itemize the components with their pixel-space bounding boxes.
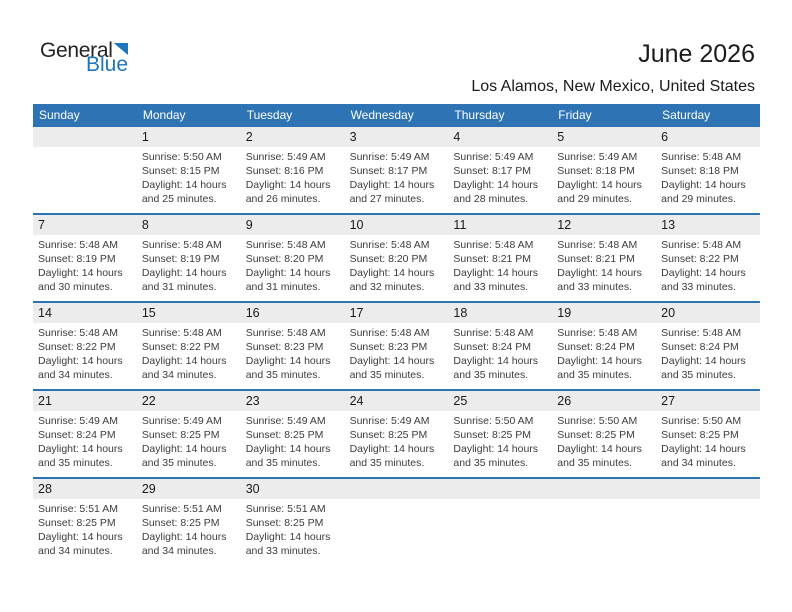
week-row	[33, 477, 760, 565]
daylight-text-line2: and 35 minutes.	[38, 457, 113, 469]
sunset-text: Sunset: 8:24 PM	[557, 341, 635, 353]
day-cell	[137, 127, 241, 213]
day-number: 1	[141, 130, 149, 144]
daylight-text-line1: Daylight: 14 hours	[557, 443, 642, 455]
sunset-text: Sunset: 8:22 PM	[141, 341, 220, 353]
sunset-text: Sunset: 8:25 PM	[349, 429, 428, 441]
sunset-text: Sunset: 8:25 PM	[453, 429, 532, 441]
daylight-text-line2: and 35 minutes.	[245, 457, 321, 469]
day-details	[241, 147, 345, 206]
day-number: 28	[38, 482, 52, 496]
day-cell	[33, 303, 137, 389]
sunrise-text: Sunrise: 5:48 AM	[38, 239, 118, 251]
day-details	[33, 499, 137, 558]
daylight-text-line1: Daylight: 14 hours	[349, 355, 435, 367]
daylight-text-line2: and 29 minutes.	[661, 193, 736, 205]
daylight-text-line2: and 35 minutes.	[557, 369, 632, 381]
day-number-band	[241, 479, 345, 499]
day-details	[33, 235, 137, 294]
day-number: 9	[245, 218, 253, 232]
day-number-band	[656, 479, 760, 499]
daylight-text-line2: and 30 minutes.	[38, 281, 113, 293]
daylight-text-line1: Daylight: 14 hours	[557, 179, 642, 191]
daylight-text-line1: Daylight: 14 hours	[245, 443, 331, 455]
daylight-text-line1: Daylight: 14 hours	[245, 531, 331, 543]
daylight-text-line2: and 33 minutes.	[661, 281, 736, 293]
day-number: 5	[557, 130, 565, 144]
day-number-band	[552, 303, 656, 323]
day-details	[656, 323, 760, 382]
day-number-band	[345, 391, 449, 411]
day-number: 23	[245, 394, 260, 408]
day-cell	[33, 127, 137, 213]
day-number-band	[137, 215, 241, 235]
daylight-text-line1: Daylight: 14 hours	[245, 179, 331, 191]
daylight-text-line1: Daylight: 14 hours	[349, 267, 435, 279]
day-cell	[241, 215, 345, 301]
daylight-text-line1: Daylight: 14 hours	[141, 355, 227, 367]
day-number: 3	[349, 130, 357, 144]
daylight-text-line1: Daylight: 14 hours	[349, 179, 435, 191]
day-details	[241, 499, 345, 558]
day-number: 27	[661, 394, 676, 408]
day-cell	[656, 479, 760, 565]
daylight-text-line1: Daylight: 14 hours	[661, 443, 746, 455]
day-number-band	[656, 215, 760, 235]
sunrise-text: Sunrise: 5:49 AM	[38, 415, 118, 427]
day-details	[345, 411, 449, 470]
day-details	[448, 499, 552, 502]
day-details	[448, 235, 552, 294]
day-number: 29	[141, 482, 156, 496]
sunrise-text: Sunrise: 5:48 AM	[661, 239, 742, 251]
sunset-text: Sunset: 8:25 PM	[245, 517, 324, 529]
sunset-text: Sunset: 8:25 PM	[141, 429, 220, 441]
day-number-band	[33, 391, 137, 411]
day-details	[552, 147, 656, 206]
daylight-text-line2: and 35 minutes.	[557, 457, 632, 469]
day-number-band	[656, 303, 760, 323]
daylight-text-line1: Daylight: 14 hours	[557, 267, 642, 279]
day-number-band	[448, 127, 552, 147]
day-number-band	[137, 127, 241, 147]
sunset-text: Sunset: 8:17 PM	[453, 165, 532, 177]
sunset-text: Sunset: 8:23 PM	[349, 341, 428, 353]
daylight-text-line2: and 34 minutes.	[38, 545, 113, 557]
sunrise-text: Sunrise: 5:49 AM	[557, 151, 638, 163]
daylight-text-line1: Daylight: 14 hours	[453, 443, 539, 455]
day-details	[345, 147, 449, 206]
day-cell	[345, 391, 449, 477]
day-number: 21	[38, 394, 52, 408]
day-number: 7	[38, 218, 45, 232]
day-details	[33, 147, 137, 150]
day-number: 19	[557, 306, 572, 320]
day-number-band	[33, 127, 137, 147]
day-cell	[552, 215, 656, 301]
daylight-text-line1: Daylight: 14 hours	[453, 267, 539, 279]
day-details	[448, 147, 552, 206]
daylight-text-line2: and 27 minutes.	[349, 193, 425, 205]
calendar-body	[33, 127, 760, 565]
day-cell	[552, 391, 656, 477]
day-details	[448, 411, 552, 470]
sunrise-text: Sunrise: 5:48 AM	[245, 327, 326, 339]
day-details	[345, 235, 449, 294]
day-number-band	[345, 127, 449, 147]
day-number: 13	[661, 218, 676, 232]
day-number: 22	[141, 394, 156, 408]
day-details	[241, 411, 345, 470]
day-details	[137, 235, 241, 294]
day-details	[552, 235, 656, 294]
day-number: 14	[38, 306, 52, 320]
sunrise-text: Sunrise: 5:48 AM	[349, 327, 430, 339]
daylight-text-line2: and 35 minutes.	[349, 369, 425, 381]
daylight-text-line1: Daylight: 14 hours	[38, 531, 123, 543]
weekday-header: Monday	[142, 108, 186, 122]
day-number-band	[552, 479, 656, 499]
daylight-text-line2: and 34 minutes.	[141, 369, 217, 381]
week-row	[33, 213, 760, 301]
daylight-text-line1: Daylight: 14 hours	[38, 267, 123, 279]
weekday-header-row	[33, 104, 760, 127]
daylight-text-line2: and 34 minutes.	[661, 457, 736, 469]
sunrise-text: Sunrise: 5:49 AM	[453, 151, 534, 163]
weekday-header: Friday	[558, 108, 592, 122]
sunset-text: Sunset: 8:20 PM	[245, 253, 324, 265]
day-details	[656, 235, 760, 294]
weekday-header: Thursday	[454, 108, 505, 122]
sunset-text: Sunset: 8:25 PM	[661, 429, 739, 441]
sunset-text: Sunset: 8:25 PM	[557, 429, 635, 441]
sunset-text: Sunset: 8:20 PM	[349, 253, 428, 265]
sunrise-text: Sunrise: 5:50 AM	[661, 415, 742, 427]
sunrise-text: Sunrise: 5:49 AM	[141, 415, 222, 427]
day-cell	[345, 479, 449, 565]
day-details	[137, 147, 241, 206]
daylight-text-line1: Daylight: 14 hours	[453, 355, 539, 367]
day-number-band	[137, 303, 241, 323]
day-details	[345, 323, 449, 382]
weekday-header: Wednesday	[350, 108, 414, 122]
daylight-text-line1: Daylight: 14 hours	[453, 179, 539, 191]
sunrise-text: Sunrise: 5:49 AM	[349, 415, 430, 427]
day-details	[448, 323, 552, 382]
daylight-text-line2: and 34 minutes.	[38, 369, 113, 381]
sunrise-text: Sunrise: 5:49 AM	[245, 415, 326, 427]
sunset-text: Sunset: 8:22 PM	[661, 253, 739, 265]
sunset-text: Sunset: 8:22 PM	[38, 341, 116, 353]
day-number-band	[241, 303, 345, 323]
sunrise-text: Sunrise: 5:48 AM	[38, 327, 118, 339]
daylight-text-line2: and 28 minutes.	[453, 193, 529, 205]
day-number: 12	[557, 218, 572, 232]
day-number: 10	[349, 218, 364, 232]
daylight-text-line2: and 33 minutes.	[557, 281, 632, 293]
day-number-band	[137, 479, 241, 499]
day-cell	[656, 303, 760, 389]
day-cell	[448, 391, 552, 477]
day-number-band	[33, 303, 137, 323]
sunrise-text: Sunrise: 5:48 AM	[245, 239, 326, 251]
day-number: 20	[661, 306, 676, 320]
daylight-text-line2: and 31 minutes.	[245, 281, 321, 293]
calendar-table	[33, 104, 760, 565]
sunrise-text: Sunrise: 5:50 AM	[453, 415, 534, 427]
daylight-text-line2: and 34 minutes.	[141, 545, 217, 557]
day-details	[137, 411, 241, 470]
day-cell	[241, 479, 345, 565]
daylight-text-line1: Daylight: 14 hours	[349, 443, 435, 455]
day-number: 17	[349, 306, 364, 320]
day-number: 8	[141, 218, 149, 232]
sunrise-text: Sunrise: 5:51 AM	[38, 503, 118, 515]
daylight-text-line1: Daylight: 14 hours	[245, 267, 331, 279]
day-number-band	[656, 127, 760, 147]
daylight-text-line2: and 35 minutes.	[453, 369, 529, 381]
sunrise-text: Sunrise: 5:51 AM	[141, 503, 222, 515]
day-number-band	[33, 215, 137, 235]
day-details	[345, 499, 449, 502]
day-number: 16	[245, 306, 260, 320]
daylight-text-line1: Daylight: 14 hours	[38, 443, 123, 455]
day-number-band	[345, 479, 449, 499]
day-details	[137, 323, 241, 382]
sunrise-text: Sunrise: 5:49 AM	[245, 151, 326, 163]
sunrise-text: Sunrise: 5:49 AM	[349, 151, 430, 163]
day-cell	[137, 479, 241, 565]
day-cell	[448, 479, 552, 565]
day-number: 6	[661, 130, 669, 144]
day-cell	[552, 127, 656, 213]
daylight-text-line2: and 35 minutes.	[141, 457, 217, 469]
page-subtitle: Los Alamos, New Mexico, United States	[471, 78, 755, 95]
day-cell	[345, 215, 449, 301]
day-number-band	[448, 215, 552, 235]
day-number: 24	[349, 394, 364, 408]
sunset-text: Sunset: 8:19 PM	[38, 253, 116, 265]
day-cell	[137, 215, 241, 301]
day-cell	[656, 127, 760, 213]
sunset-text: Sunset: 8:24 PM	[453, 341, 532, 353]
day-number-band	[33, 479, 137, 499]
daylight-text-line2: and 33 minutes.	[245, 545, 321, 557]
day-number-band	[345, 303, 449, 323]
daylight-text-line2: and 35 minutes.	[453, 457, 529, 469]
sunset-text: Sunset: 8:15 PM	[141, 165, 220, 177]
daylight-text-line2: and 31 minutes.	[141, 281, 217, 293]
day-cell	[448, 303, 552, 389]
day-number-band	[552, 391, 656, 411]
daylight-text-line1: Daylight: 14 hours	[245, 355, 331, 367]
daylight-text-line1: Daylight: 14 hours	[38, 355, 123, 367]
week-row	[33, 389, 760, 477]
day-number: 4	[453, 130, 461, 144]
day-cell	[33, 391, 137, 477]
day-cell	[33, 215, 137, 301]
daylight-text-line2: and 35 minutes.	[349, 457, 425, 469]
day-cell	[345, 127, 449, 213]
sunset-text: Sunset: 8:18 PM	[557, 165, 635, 177]
day-cell	[448, 215, 552, 301]
sunset-text: Sunset: 8:24 PM	[661, 341, 739, 353]
day-cell	[552, 479, 656, 565]
day-number-band	[241, 391, 345, 411]
sunrise-text: Sunrise: 5:51 AM	[245, 503, 326, 515]
day-details	[656, 499, 760, 502]
sunrise-text: Sunrise: 5:48 AM	[141, 239, 222, 251]
sunrise-text: Sunrise: 5:50 AM	[557, 415, 638, 427]
day-details	[241, 235, 345, 294]
daylight-text-line2: and 29 minutes.	[557, 193, 632, 205]
weekday-header: Sunday	[39, 108, 80, 122]
sunrise-text: Sunrise: 5:48 AM	[557, 239, 638, 251]
sunset-text: Sunset: 8:16 PM	[245, 165, 324, 177]
sunset-text: Sunset: 8:25 PM	[141, 517, 220, 529]
sunset-text: Sunset: 8:19 PM	[141, 253, 220, 265]
week-row	[33, 301, 760, 389]
daylight-text-line2: and 25 minutes.	[141, 193, 217, 205]
week-row	[33, 127, 760, 213]
day-number-band	[137, 391, 241, 411]
sunrise-text: Sunrise: 5:48 AM	[141, 327, 222, 339]
logo-text-general: General	[40, 39, 113, 62]
daylight-text-line2: and 35 minutes.	[245, 369, 321, 381]
sunrise-text: Sunrise: 5:48 AM	[453, 239, 534, 251]
day-cell	[241, 391, 345, 477]
day-details	[137, 499, 241, 558]
sunset-text: Sunset: 8:25 PM	[245, 429, 324, 441]
day-details	[241, 323, 345, 382]
day-details	[552, 499, 656, 502]
page-title: June 2026	[638, 40, 755, 68]
sunset-text: Sunset: 8:24 PM	[38, 429, 116, 441]
day-number-band	[448, 303, 552, 323]
day-cell	[241, 127, 345, 213]
sunset-text: Sunset: 8:23 PM	[245, 341, 324, 353]
day-details	[552, 323, 656, 382]
sunrise-text: Sunrise: 5:48 AM	[661, 151, 742, 163]
sunrise-text: Sunrise: 5:48 AM	[453, 327, 534, 339]
day-number: 18	[453, 306, 468, 320]
weekday-header: Tuesday	[246, 108, 293, 122]
day-cell	[448, 127, 552, 213]
day-details	[656, 411, 760, 470]
sunrise-text: Sunrise: 5:48 AM	[349, 239, 430, 251]
daylight-text-line2: and 26 minutes.	[245, 193, 321, 205]
day-number-band	[552, 215, 656, 235]
day-cell	[656, 391, 760, 477]
weekday-header: Saturday	[662, 108, 711, 122]
day-cell	[241, 303, 345, 389]
day-number-band	[656, 391, 760, 411]
day-number-band	[552, 127, 656, 147]
daylight-text-line1: Daylight: 14 hours	[141, 531, 227, 543]
daylight-text-line2: and 32 minutes.	[349, 281, 425, 293]
day-number: 15	[141, 306, 156, 320]
day-cell	[345, 303, 449, 389]
day-number: 30	[245, 482, 260, 496]
day-number-band	[448, 391, 552, 411]
daylight-text-line1: Daylight: 14 hours	[557, 355, 642, 367]
daylight-text-line1: Daylight: 14 hours	[141, 179, 227, 191]
daylight-text-line2: and 33 minutes.	[453, 281, 529, 293]
daylight-text-line1: Daylight: 14 hours	[141, 443, 227, 455]
day-cell	[33, 479, 137, 565]
sunrise-text: Sunrise: 5:48 AM	[557, 327, 638, 339]
logo-text-blue: Blue	[85, 53, 128, 76]
daylight-text-line1: Daylight: 14 hours	[141, 267, 227, 279]
day-details	[656, 147, 760, 206]
day-cell	[137, 303, 241, 389]
sunset-text: Sunset: 8:21 PM	[557, 253, 635, 265]
day-cell	[137, 391, 241, 477]
daylight-text-line1: Daylight: 14 hours	[661, 355, 746, 367]
sunset-text: Sunset: 8:21 PM	[453, 253, 532, 265]
day-number-band	[241, 215, 345, 235]
sunrise-text: Sunrise: 5:50 AM	[141, 151, 222, 163]
day-details	[33, 411, 137, 470]
day-number: 26	[557, 394, 572, 408]
sunset-text: Sunset: 8:25 PM	[38, 517, 116, 529]
day-cell	[656, 215, 760, 301]
day-cell	[552, 303, 656, 389]
daylight-text-line1: Daylight: 14 hours	[661, 267, 746, 279]
day-number-band	[448, 479, 552, 499]
sunrise-text: Sunrise: 5:48 AM	[661, 327, 742, 339]
day-details	[33, 323, 137, 382]
day-number: 2	[245, 130, 253, 144]
sunset-text: Sunset: 8:18 PM	[661, 165, 739, 177]
daylight-text-line1: Daylight: 14 hours	[661, 179, 746, 191]
sunset-text: Sunset: 8:17 PM	[349, 165, 428, 177]
daylight-text-line2: and 35 minutes.	[661, 369, 736, 381]
general-blue-logo	[40, 40, 128, 75]
day-number: 25	[453, 394, 468, 408]
day-number-band	[345, 215, 449, 235]
day-details	[552, 411, 656, 470]
day-number: 11	[453, 218, 467, 232]
day-number-band	[241, 127, 345, 147]
